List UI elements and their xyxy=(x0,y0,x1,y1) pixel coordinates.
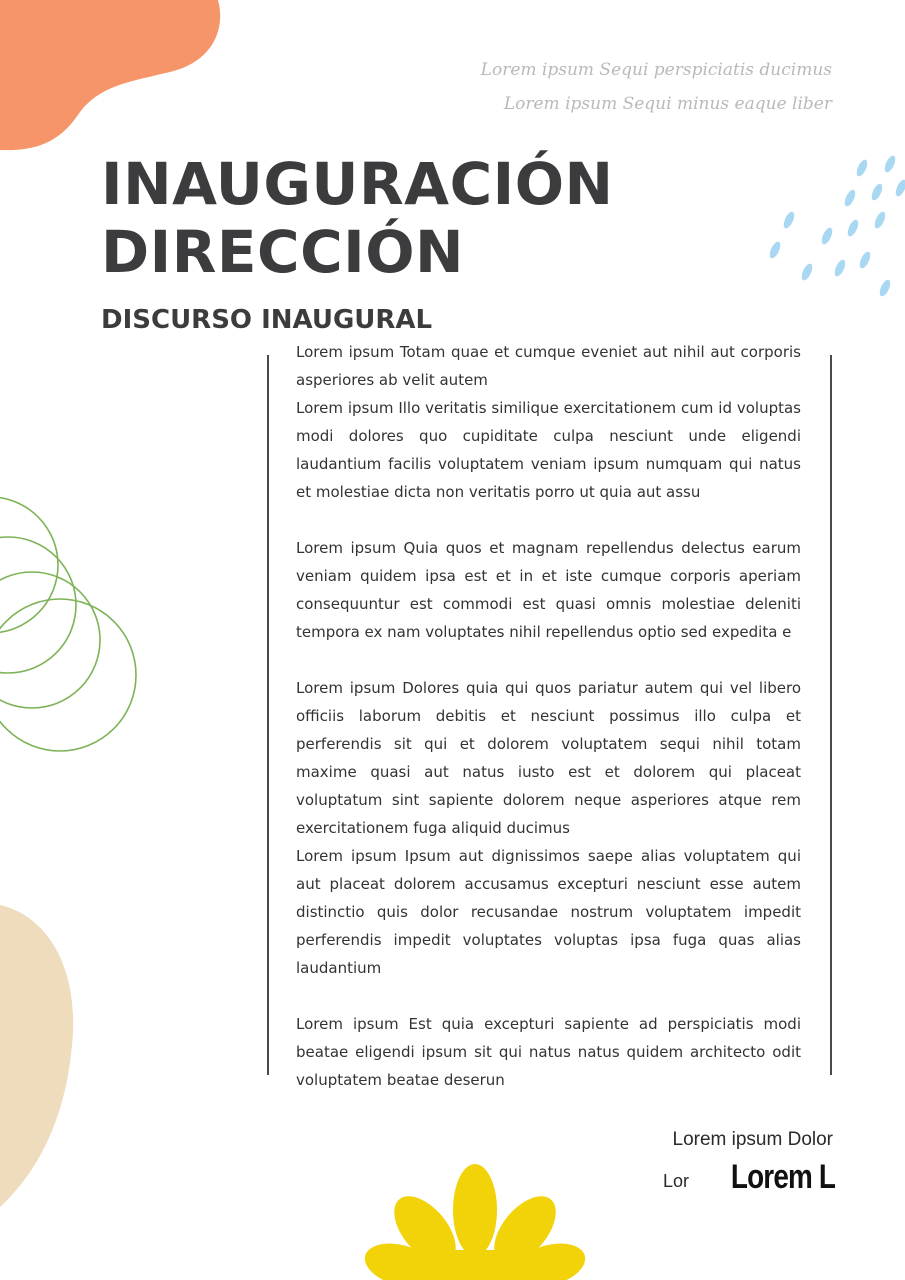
body-paragraph-4: Lorem ipsum Dolores quia qui quos pariatur autem qui vel libero officiis laborum debitis et nesciunt possimus illo culpa et perferendis sit qui et dolorem voluptatem sequi nihil totam maxime quasi aut natus iusto est et dolorem qui placeat voluptatum sint sapiente dolorem neque asperiores atque rem exercitationem fuga aliquid ducimus xyxy=(296,679,801,837)
raindrops-decoration xyxy=(755,150,905,310)
paragraph-spacer xyxy=(296,982,801,1010)
header-subtitle-2: Lorem ipsum Sequi minus eaque liber xyxy=(503,94,832,114)
left-vertical-rule xyxy=(267,355,269,1075)
footer-name: Lorem ipsum Dolor xyxy=(672,1129,833,1150)
page-title xyxy=(101,150,614,286)
body-paragraph-5: Lorem ipsum Ipsum aut dignissimos saepe alias voluptatem qui aut placeat dolorem accusamus excepturi nesciunt esse autem distinctio quis dolor recusandae nostrum voluptatem impedit perferendis impedit voluptates voluptas ipsa fuga quas alias laudantium xyxy=(296,847,801,977)
body-paragraph-3: Lorem ipsum Quia quos et magnam repellendus delectus earum veniam quidem ipsa est et in et iste cumque corporis aperiam consequuntur est commodi est quasi omnis molestiae deleniti tempora ex nam voluptates nihil repellendus optio sed expedita e xyxy=(296,539,801,641)
header-subtitle-1: Lorem ipsum Sequi perspiciatis ducimus xyxy=(480,60,832,80)
section-heading: DISCURSO INAUGURAL xyxy=(101,305,433,335)
orange-blob-decoration xyxy=(0,0,225,160)
beige-blob-decoration xyxy=(0,895,80,1215)
body-paragraph-6: Lorem ipsum Est quia excepturi sapiente ad perspiciatis modi beatae eligendi ipsum sit qui natus natus quidem architecto odit voluptatem beatae deserun xyxy=(296,1015,801,1089)
yellow-flower-decoration xyxy=(360,1160,590,1280)
right-vertical-rule xyxy=(830,355,832,1075)
speech-body xyxy=(296,338,801,1096)
page-title-line-2: DIRECCIÓN xyxy=(101,218,465,286)
body-paragraph-1: Lorem ipsum Totam quae et cumque eveniet aut nihil aut corporis asperiores ab velit autem xyxy=(296,343,801,389)
page-title-line-1: INAUGURACIÓN xyxy=(101,150,614,218)
circles-decoration xyxy=(0,480,180,770)
body-paragraph-2: Lorem ipsum Illo veritatis similique exercitationem cum id voluptas modi dolores quo cupiditate culpa nesciunt unde eligendi laudantium facilis voluptatem veniam ipsum numquam qui natus et molestiae dicta non veritatis porro ut quia aut assu xyxy=(296,399,801,501)
footer-small-label: Lor xyxy=(663,1171,690,1191)
paragraph-spacer xyxy=(296,646,801,674)
paragraph-spacer xyxy=(296,506,801,534)
signature: Lorem L xyxy=(730,1158,835,1196)
